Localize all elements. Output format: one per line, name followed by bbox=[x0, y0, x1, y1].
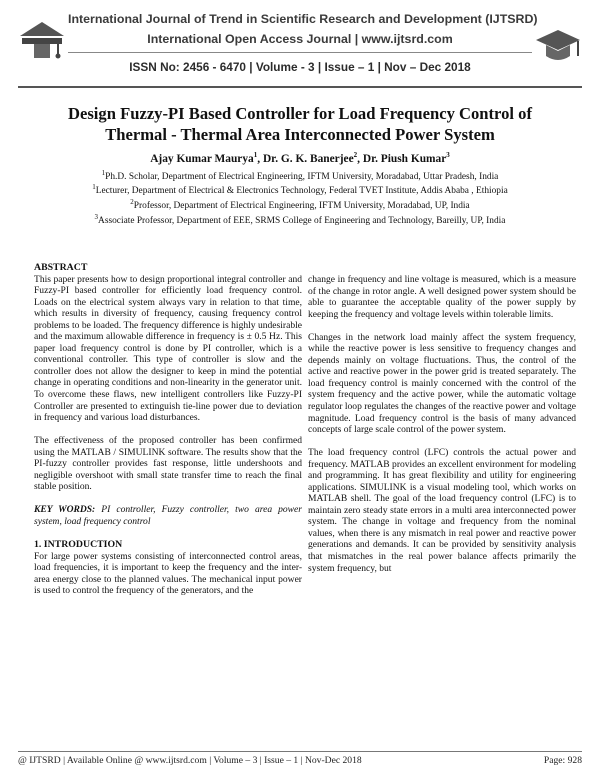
footer-rule bbox=[18, 751, 582, 752]
author-sep: , bbox=[257, 152, 263, 165]
affiliation-sup: 3 bbox=[94, 213, 99, 221]
right-paragraph-1: change in frequency and line voltage is measured, which is a measure of the change in rotor angle. A well designed power system should be able to guarantee the acceptable quality of the power supply by keeping the frequency and voltage levels within tolerable limits. bbox=[308, 274, 576, 320]
paper-title bbox=[20, 103, 580, 145]
right-column bbox=[308, 274, 576, 586]
affiliation-text: Associate Professor, Department of EEE, SRMS College of Engineering and Technology, Bareilly, UP, India bbox=[98, 216, 506, 227]
left-column bbox=[34, 262, 302, 608]
affiliation-text: Ph.D. Scholar, Department of Electrical Engineering, IFTM University, Moradabad, Uttar Pradesh, India bbox=[105, 172, 499, 183]
title-line-2: Thermal - Thermal Area Interconnected Power System bbox=[105, 125, 495, 144]
author-list bbox=[20, 151, 580, 165]
keywords-label: KEY WORDS: bbox=[34, 504, 96, 516]
keywords-text: PI controller, Fuzzy controller, two area power system, load frequency control bbox=[34, 504, 303, 527]
journal-header bbox=[18, 8, 582, 82]
journal-name: International Journal of Trend in Scientific Research and Development (IJTSRD) bbox=[68, 12, 538, 26]
affiliation-4 bbox=[20, 211, 580, 228]
abstract-paragraph-2: The effectiveness of the proposed controller has been confirmed using the MATLAB / SIMULINK software. The results show that the PI-fuzzy controller provides fast response, little undershoots and negligible overshoot with small state transfer time to reach the final stable position. bbox=[34, 435, 302, 493]
introduction-heading: 1. INTRODUCTION bbox=[34, 538, 123, 550]
author-3: Dr. Piush Kumar bbox=[362, 152, 447, 165]
introduction-paragraph: For large power systems consisting of interconnected control areas, load frequencies, it is important to keep the frequency and the inter-area energy close to the planned values. The mechanical input power is used to control the frequency of the generators, and the bbox=[34, 550, 302, 597]
header-divider bbox=[68, 52, 532, 53]
abstract-heading: ABSTRACT bbox=[34, 262, 88, 273]
affiliation-text: Lecturer, Department of Electrical & Electronics Technology, Federal TVET Institute, Addis Ababa , Ethiopia bbox=[95, 186, 508, 197]
abstract-paragraph-1: This paper presents how to design proportional integral controller and Fuzzy-PI based controller for efficiently load frequency control. Loads on the electrical system always vary in relation to that time, which results in diversity of frequency, causing frequency control problems to be loaded. The frequency difference is highly undesirable and the maximum allowable difference in frequency is ± 0.5 Hz. This paper load frequency control is done by PI controller, which is a conventional controller. This type of controller is slow and the controller does not allow the designer to keep in mind the potential change in operating conditions and non-linearity in the generator unit. To overcome these flaws, new intelligent controllers like Fuzzy-PI Controller are presented to extinguish tie-line power due to deviation in frequency and various load disturbances. bbox=[34, 273, 302, 424]
footer-info: @ IJTSRD | Available Online @ www.ijtsrd.com | Volume – 3 | Issue – 1 | Nov-Dec 2018 bbox=[18, 755, 362, 766]
affiliation-sup: 1 bbox=[101, 169, 106, 177]
right-paragraph-3: The load frequency control (LFC) controls the actual power and frequency. MATLAB provides an excellent environment for modeling and programming. It has great flexibility and utility for engineering applications. SIMULINK is a visual modeling tool, which works on MATLAB shell. The goal of the load frequency control (LFC) is to maintain zero steady state errors in a multi area interconnected power system. The change in voltage and frequency from the nominal values, when there is any mismatch in real power and reactive power generations and demands. It can be provided by sensitivity analysis that mismatches in the real power balance affects primarily the system frequency, but bbox=[308, 447, 576, 574]
title-line-1: Design Fuzzy-PI Based Controller for Load Frequency Control of bbox=[68, 104, 532, 123]
author-2: Dr. G. K. Banerjee bbox=[262, 152, 354, 165]
graduation-cap-icon bbox=[534, 16, 582, 74]
right-paragraph-2: Changes in the network load mainly affect the system frequency, while the reactive power is less sensitive to frequency changes and depends mainly on voltage fluctuations. Thus, the control of the active and reactive power in the power grid is treated separately. The load frequency control is mainly concerned with the control of the system frequency and the active power, while the automatic voltage regulator loop regulates the changes of the reactive power and voltage magnitude. Load frequency control is the basis of many advanced concepts of large scale control of the power system. bbox=[308, 331, 576, 436]
author-sep: , bbox=[357, 152, 363, 165]
affiliation-sup: 1 bbox=[92, 183, 96, 191]
keywords bbox=[34, 504, 302, 527]
ijtsrd-logo-icon bbox=[18, 16, 66, 74]
author-2-sup: 2 bbox=[353, 151, 358, 159]
affiliation-sup: 2 bbox=[130, 198, 134, 206]
open-access-line: International Open Access Journal | www.ijtsrd.com bbox=[147, 32, 453, 46]
header-rule bbox=[18, 86, 582, 88]
author-3-sup: 3 bbox=[446, 151, 450, 159]
page-number: Page: 928 bbox=[543, 755, 582, 766]
author-1: Ajay Kumar Maurya bbox=[150, 152, 254, 165]
affiliation-text: Professor, Department of Electrical Engineering, IFTM University, Moradabad, UP, India bbox=[133, 201, 470, 212]
issn-line: ISSN No: 2456 - 6470 | Volume - 3 | Issue – 1 | Nov – Dec 2018 bbox=[129, 60, 471, 74]
author-1-sup: 1 bbox=[253, 151, 258, 159]
page-footer bbox=[18, 755, 582, 766]
